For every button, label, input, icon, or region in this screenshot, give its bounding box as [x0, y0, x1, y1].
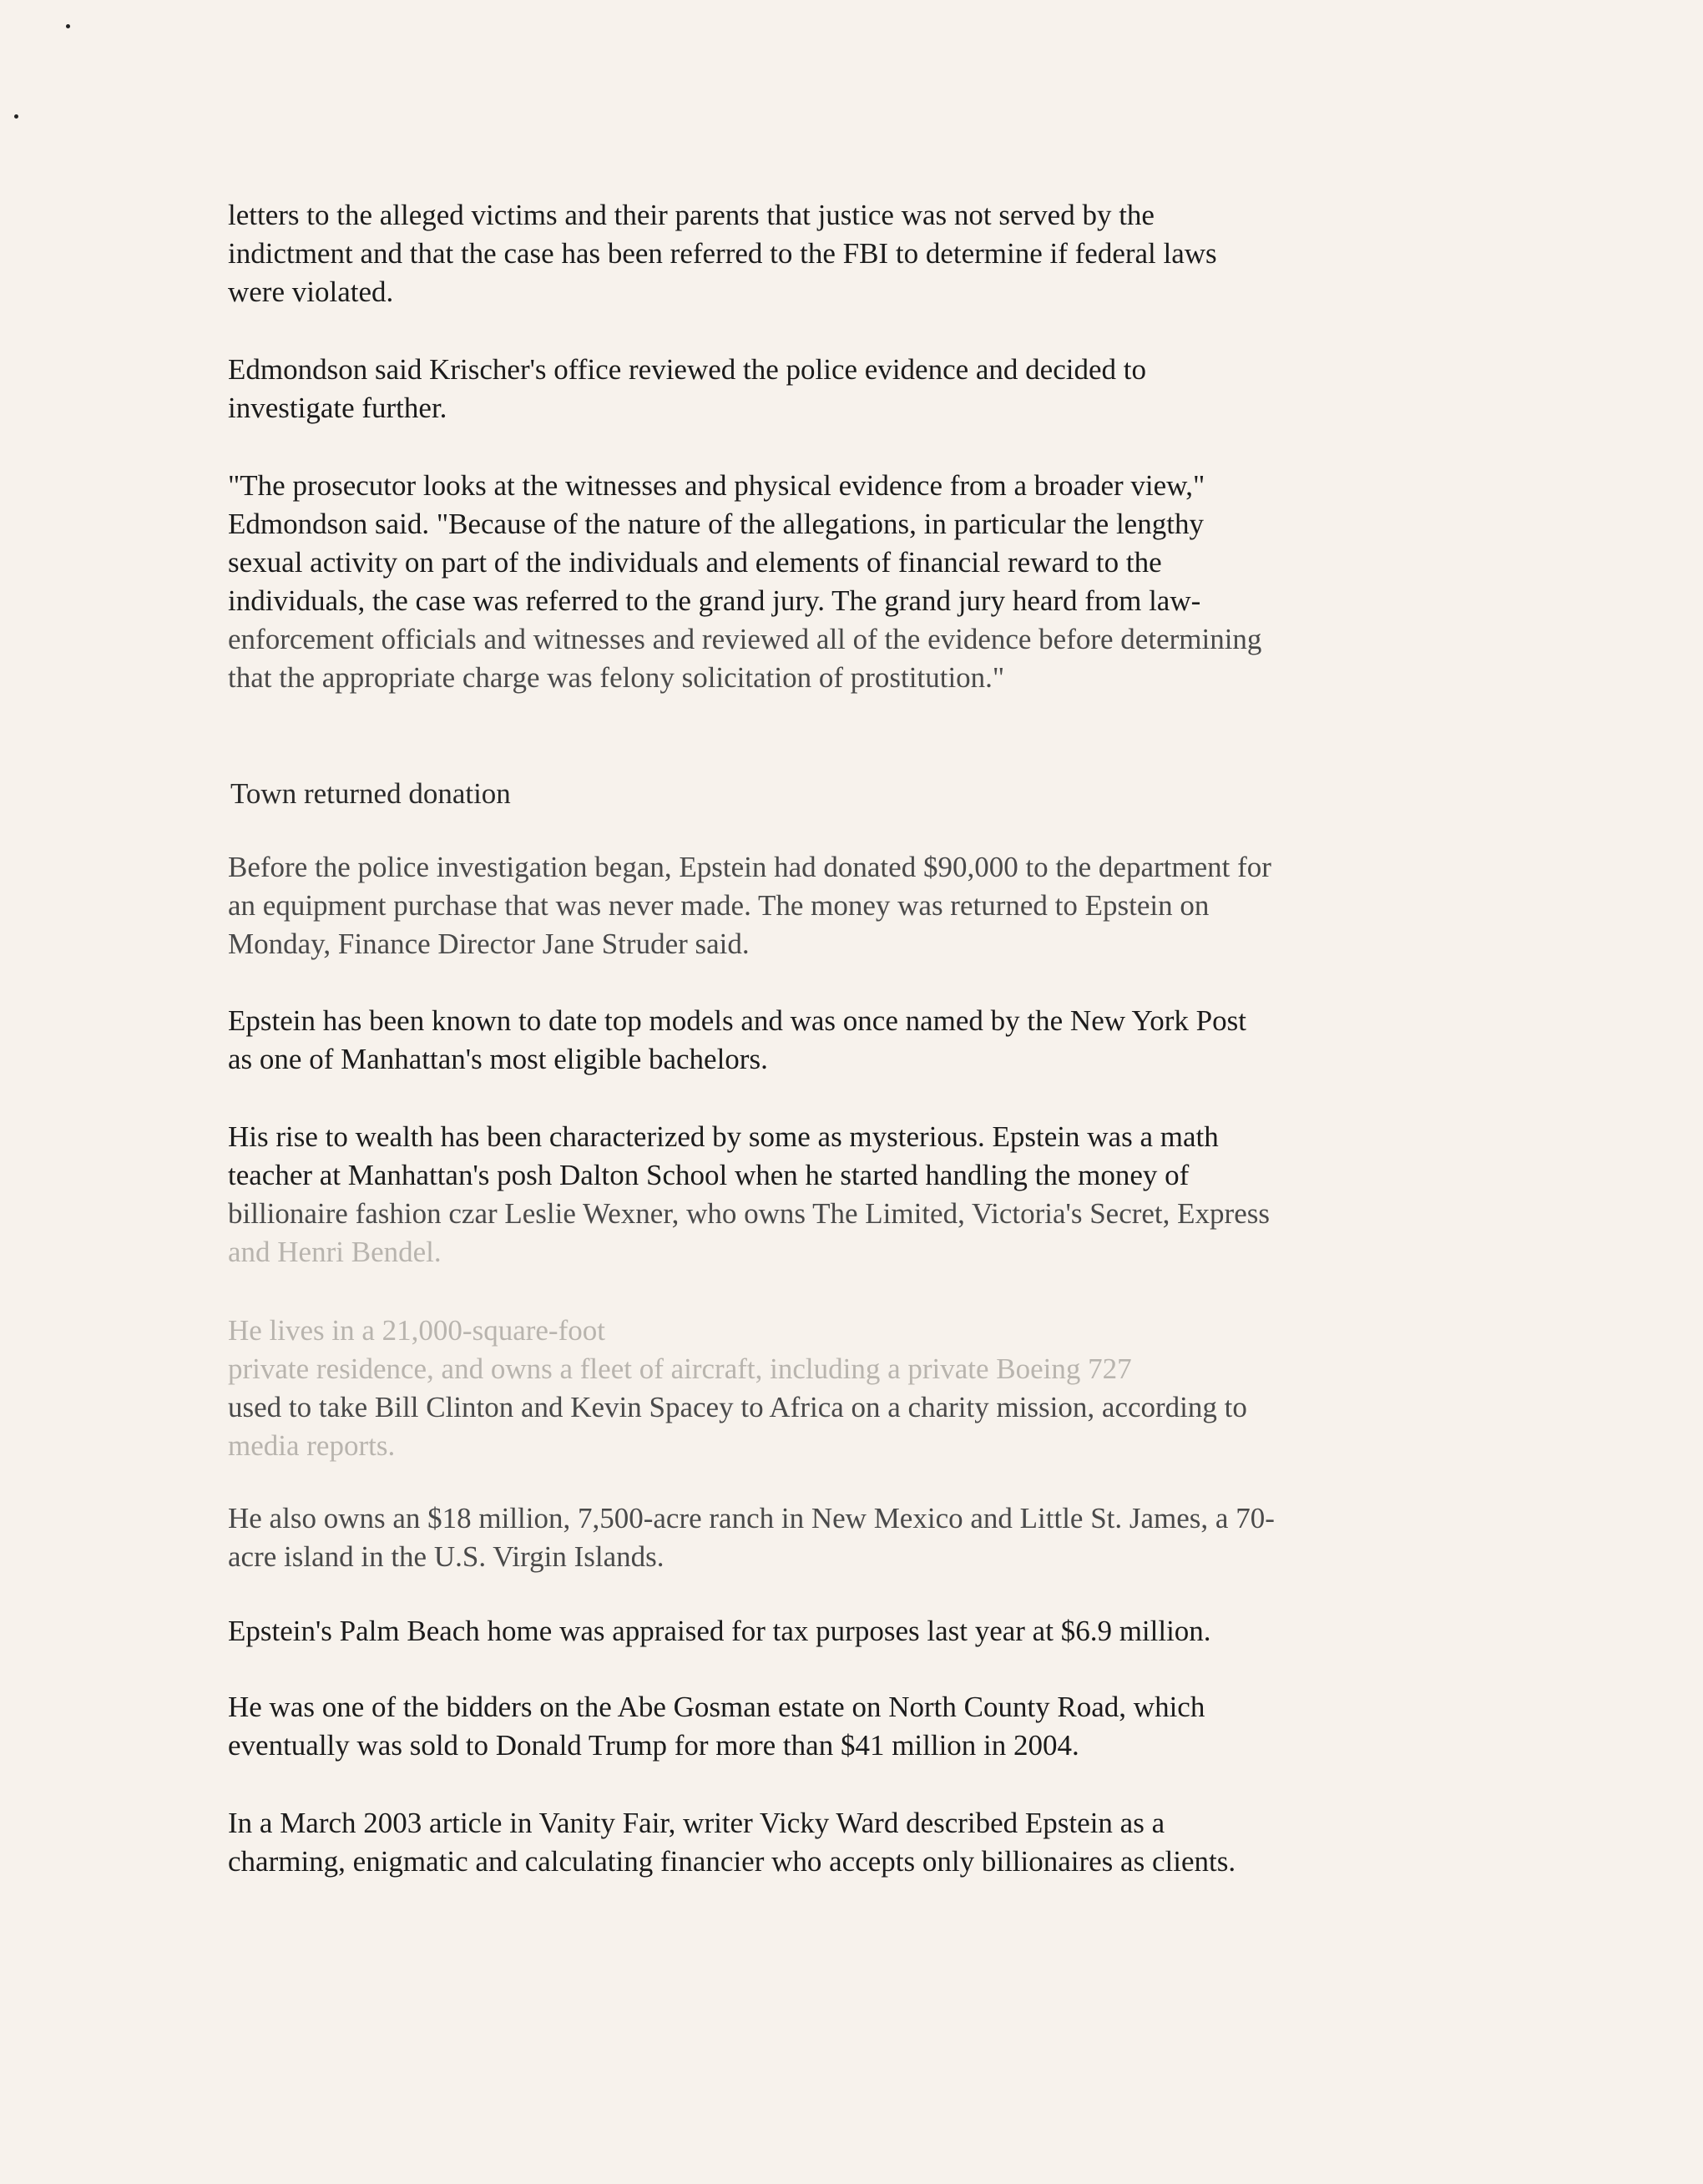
paragraph-letters	[228, 196, 1438, 311]
text-line: media reports.	[228, 1429, 396, 1462]
text-line: In a March 2003 article in Vanity Fair, writer Vicky Ward described Epstein as a	[228, 1807, 1165, 1839]
paragraph-donation	[228, 848, 1438, 963]
paragraph-gosman	[228, 1688, 1438, 1765]
scan-speck	[14, 114, 18, 119]
text-line: enforcement officials and witnesses and reviewed all of the evidence before determining	[228, 623, 1262, 655]
paragraph-wealth	[228, 1118, 1438, 1271]
paragraph-ranch	[228, 1499, 1438, 1576]
paragraph-residence	[228, 1312, 1438, 1465]
text-line: as one of Manhattan's most eligible bachelors.	[228, 1043, 768, 1075]
text-line: letters to the alleged victims and their parents that justice was not served by the	[228, 199, 1155, 231]
text-line: Monday, Finance Director Jane Struder said.	[228, 928, 750, 960]
text-line: that the appropriate charge was felony solicitation of prostitution."	[228, 661, 1005, 694]
text-line: charming, enigmatic and calculating financier who accepts only billionaires as clients.	[228, 1845, 1236, 1878]
text-line: private residence, and owns a fleet of aircraft, including a private Boeing 727	[228, 1352, 1132, 1385]
text-line: an equipment purchase that was never made. The money was returned to Epstein on	[228, 889, 1210, 922]
text-line: Epstein has been known to date top models and was once named by the New York Post	[228, 1004, 1246, 1037]
text-line: Edmondson said Krischer's office reviewed the police evidence and decided to	[228, 353, 1146, 386]
paragraph-quote	[228, 467, 1438, 697]
text-line: used to take Bill Clinton and Kevin Spacey to Africa on a charity mission, according to	[228, 1391, 1247, 1423]
text-line: eventually was sold to Donald Trump for more than $41 million in 2004.	[228, 1729, 1079, 1762]
text-line: sexual activity on part of the individuals and elements of financial reward to the	[228, 546, 1162, 579]
paragraph-edmondson	[228, 351, 1438, 427]
text-line: investigate further.	[228, 392, 447, 424]
text-line: He was one of the bidders on the Abe Gosman estate on North County Road, which	[228, 1691, 1205, 1723]
text-line: billionaire fashion czar Leslie Wexner, who owns The Limited, Victoria's Secret, Express	[228, 1197, 1270, 1230]
text-line: indictment and that the case has been referred to the FBI to determine if federal laws	[228, 237, 1217, 270]
text-line: His rise to wealth has been characterized by some as mysterious. Epstein was a math	[228, 1120, 1219, 1153]
paragraph-vanity-fair	[228, 1804, 1438, 1881]
text-line: were violated.	[228, 276, 394, 308]
text-line: Edmondson said. "Because of the nature of the allegations, in particular the lengthy	[228, 508, 1204, 540]
text-line: Before the police investigation began, Epstein had donated $90,000 to the department for	[228, 851, 1271, 883]
section-heading: Town returned donation	[230, 777, 511, 810]
text-line: He also owns an $18 million, 7,500-acre ranch in New Mexico and Little St. James, a 70-	[228, 1502, 1275, 1534]
text-line: Epstein's Palm Beach home was appraised for tax purposes last year at $6.9 million.	[228, 1615, 1211, 1647]
text-line: and Henri Bendel.	[228, 1236, 442, 1268]
scan-speck	[66, 24, 70, 28]
text-line: "The prosecutor looks at the witnesses and physical evidence from a broader view,"	[228, 469, 1205, 502]
text-line: He lives in a 21,000-square-foot	[228, 1314, 605, 1347]
paragraph-palm-beach	[228, 1612, 1438, 1651]
paragraph-models	[228, 1002, 1438, 1079]
text-line: individuals, the case was referred to the grand jury. The grand jury heard from law-	[228, 584, 1201, 617]
text-line: acre island in the U.S. Virgin Islands.	[228, 1540, 665, 1573]
text-line: teacher at Manhattan's posh Dalton School when he started handling the money of	[228, 1159, 1190, 1191]
